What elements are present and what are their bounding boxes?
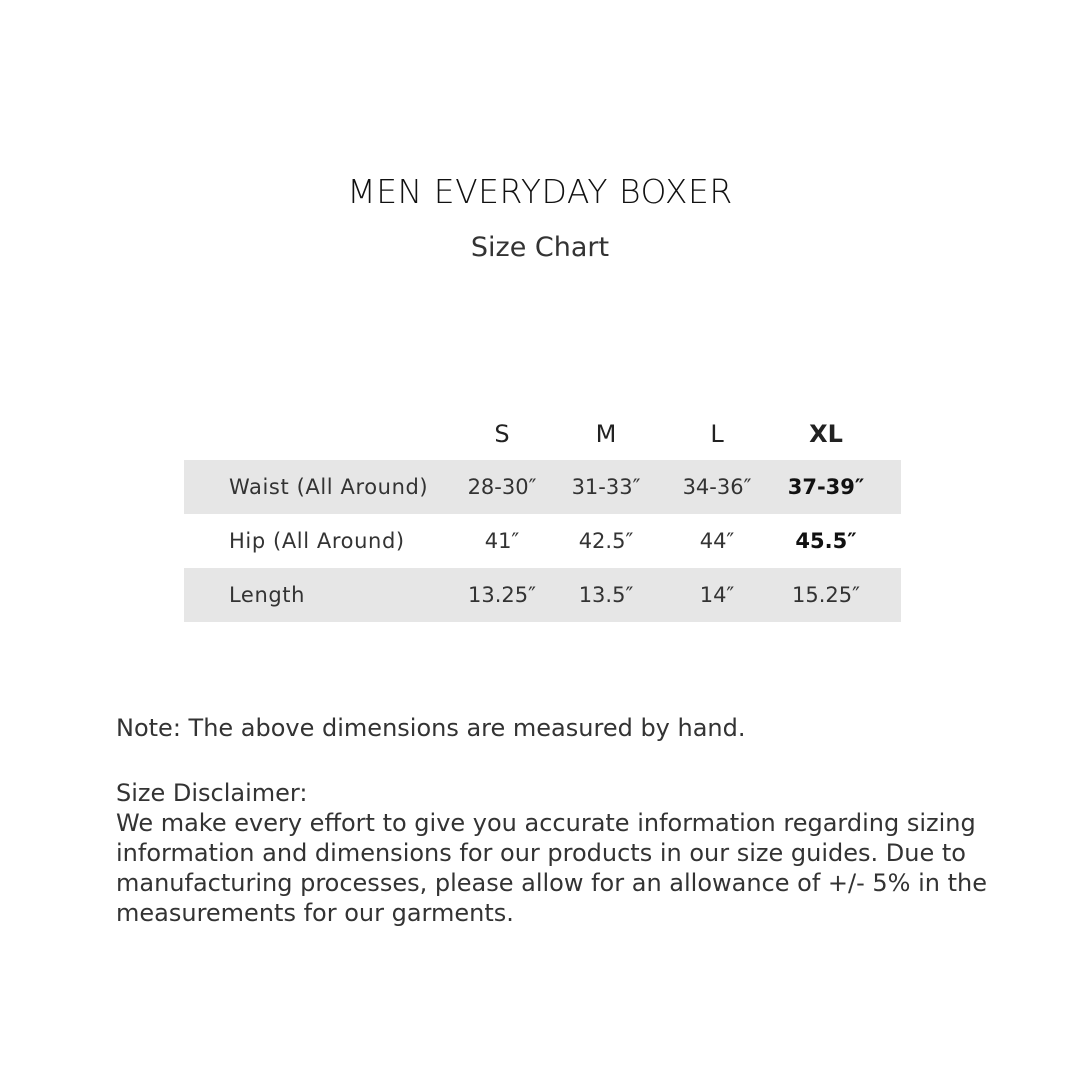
row-label: Length (229, 583, 306, 607)
table-row-length (184, 568, 901, 622)
disclaimer-heading: Size Disclaimer: (116, 779, 308, 807)
size-chart-table (184, 408, 901, 622)
table-row-hip (184, 514, 901, 568)
column-header-s: S (494, 420, 510, 448)
table-cell: 14″ (699, 583, 735, 607)
page-subtitle: Size Chart (470, 232, 610, 263)
table-header-row (184, 408, 901, 460)
page-title: MEN EVERYDAY BOXER (347, 172, 733, 211)
table-cell: 37-39″ (787, 475, 865, 499)
table-cell: 34-36″ (682, 475, 752, 499)
table-cell: 42.5″ (578, 529, 634, 553)
table-cell: 41″ (484, 529, 520, 553)
column-header-xl: XL (809, 420, 843, 448)
size-disclaimer (116, 778, 996, 928)
disclaimer-body: We make every effort to give you accurate information regarding sizing information and dimensions for our products in our size guides. Due to manufacturing processes, please allow for an allowance of +/- 5% in the measurements for our garments. (116, 809, 987, 927)
table-cell: 13.25″ (468, 583, 536, 607)
measurement-note: Note: The above dimensions are measured by hand. (116, 714, 746, 742)
column-header-l: L (710, 420, 724, 448)
table-cell: 15.25″ (792, 583, 860, 607)
table-cell: 28-30″ (467, 475, 537, 499)
table-cell: 13.5″ (578, 583, 634, 607)
row-label: Hip (All Around) (229, 529, 405, 553)
table-row-waist (184, 460, 901, 514)
table-cell: 44″ (699, 529, 735, 553)
table-cell: 31-33″ (571, 475, 641, 499)
column-header-m: M (595, 420, 617, 448)
row-label: Waist (All Around) (229, 475, 429, 499)
table-cell: 45.5″ (795, 529, 857, 553)
